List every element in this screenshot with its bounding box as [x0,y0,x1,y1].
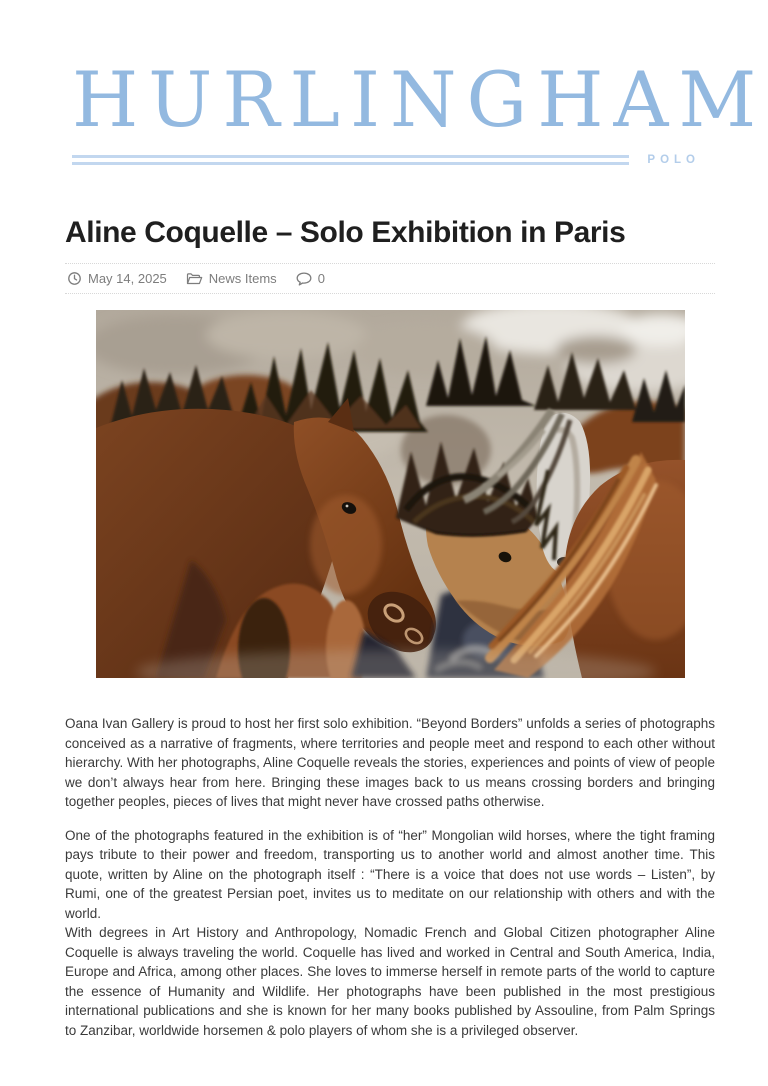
logo-rule-row [72,154,700,166]
logo-subtext: POLO [647,154,700,166]
page-title: Aline Coquelle – Solo Exhibition in Paris [65,216,626,249]
speech-bubble-icon [296,272,312,286]
site-logo[interactable]: HURLINGHAM [72,55,767,144]
paragraph-1: Oana Ivan Gallery is proud to host her first solo exhibition. “Beyond Borders” unfolds a series of photographs conceived as a narrative of fragments, where territories and people meet and respond to each other without hierarchy. With her photographs, Aline Coquelle reveals the stories, experiences and points of view of people we don’t always hear from here. Bringing these images back to us means crossing borders and bringing together peoples, pieces of lives that might never have crossed paths otherwise. [65,716,715,809]
post-meta-row [65,263,715,294]
clock-icon [67,271,82,286]
post-date-label: May 14, 2025 [88,271,167,286]
post-category-label: News Items [208,271,277,286]
horses-photo-illustration [96,310,685,678]
logo-rule-bottom [72,162,629,165]
paragraph-2: One of the photographs featured in the exhibition is of “her” Mongolian wild horses, where the tight framing pays tribute to their power and freedom, transporting us to another world and almost another time. This quote, written by Aline on the photograph itself : “There is a voice that does not use words – Listen”, by Rumi, one of the greatest Persian poet, invites us to meditate on our relationship with others and with the world. [65,827,715,921]
post-body [65,714,715,1040]
post-comments[interactable] [296,271,325,286]
folder-icon [186,272,203,286]
logo-double-rule [72,155,629,165]
post-category[interactable] [186,271,277,286]
post-comments-count: 0 [317,271,325,286]
logo-rule-top [72,155,629,158]
site-header [0,0,768,166]
post-date [67,271,167,286]
post-featured-image [96,310,685,678]
article [0,216,768,1040]
paragraph-3: With degrees in Art History and Anthropology, Nomadic French and Global Citizen photographer Aline Coquelle is always traveling the world. Coquelle has lived and worked in Central and South America, India, Europe and Africa, among other places. She loves to immerse herself in remote parts of the world to capture the essence of Humanity and Wildlife. Her photographs have been published in the most prestigious international publications and she is known for her many books published by Assouline, from Palm Springs to Zanzibar, worldwide horsemen & polo players of whom she is a privileged observer. [65,925,715,1038]
